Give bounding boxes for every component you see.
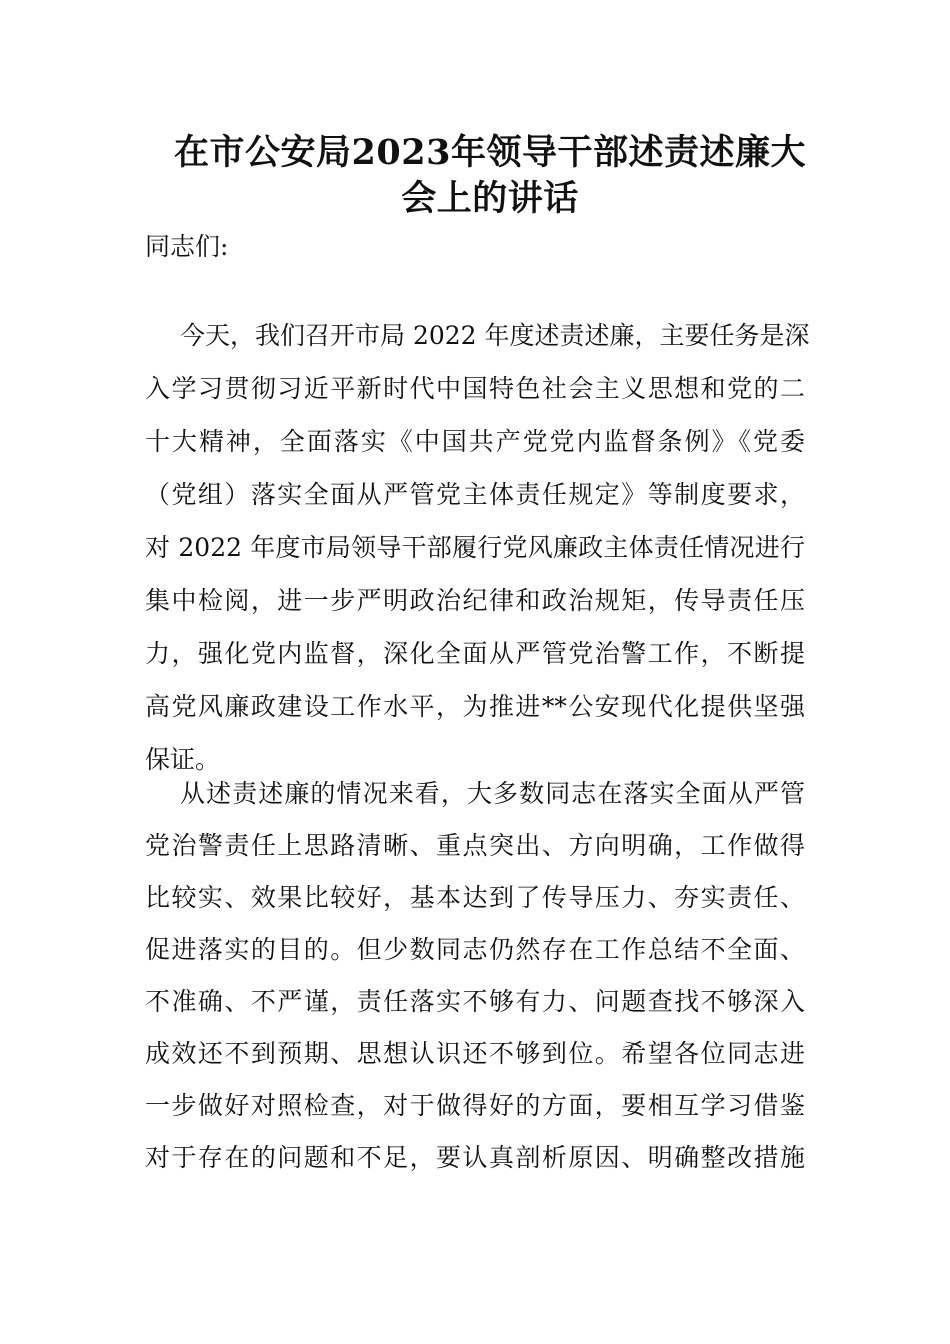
paragraph-1-line: （党组）落实全面从严管党主体责任规定》等制度要求， bbox=[145, 480, 805, 509]
document-title-line-1: 在市公安局2023年领导干部述责述廉大 bbox=[174, 132, 806, 173]
paragraph-2-line: 一步做好对照检查，对于做得好的方面，要相互学习借鉴 bbox=[145, 1091, 805, 1120]
paragraph-1-line: 十大精神，全面落实《中国共产党党内监督条例》《党委 bbox=[145, 427, 805, 456]
paragraph-1-line: 高党风廉政建设工作水平，为推进**公安现代化提供坚强 bbox=[145, 692, 805, 721]
salutation: 同志们: bbox=[145, 232, 229, 261]
paragraph-1-line: 今天，我们召开市局 2022 年度述责述廉，主要任务是深 bbox=[180, 321, 810, 350]
paragraph-2-line: 促进落实的目的。但少数同志仍然存在工作总结不全面、 bbox=[145, 935, 805, 964]
paragraph-2-line: 比较实、效果比较好，基本达到了传导压力、夯实责任、 bbox=[145, 883, 805, 912]
paragraph-2-line: 对于存在的问题和不足，要认真剖析原因、明确整改措施 bbox=[145, 1143, 805, 1172]
paragraph-2-line: 从述责述廉的情况来看，大多数同志在落实全面从严管 bbox=[180, 779, 805, 808]
paragraph-2-line: 成效还不到预期、思想认识还不够到位。希望各位同志进 bbox=[145, 1039, 805, 1068]
paragraph-1-line: 集中检阅，进一步严明政治纪律和政治规矩，传导责任压 bbox=[145, 586, 805, 615]
paragraph-2-line: 党治警责任上思路清晰、重点突出、方向明确，工作做得 bbox=[145, 831, 805, 860]
paragraph-1-line: 对 2022 年度市局领导干部履行党风廉政主体责任情况进行 bbox=[145, 533, 805, 562]
paragraph-1-line: 入学习贯彻习近平新时代中国特色社会主义思想和党的二 bbox=[145, 374, 805, 403]
paragraph-2-line: 不准确、不严谨，责任落实不够有力、问题查找不够深入 bbox=[145, 987, 805, 1016]
paragraph-1-line: 保证。 bbox=[145, 745, 221, 774]
document-title-line-2: 会上的讲话 bbox=[401, 178, 579, 219]
paragraph-1-line: 力，强化党内监督，深化全面从严管党治警工作，不断提 bbox=[145, 639, 805, 668]
